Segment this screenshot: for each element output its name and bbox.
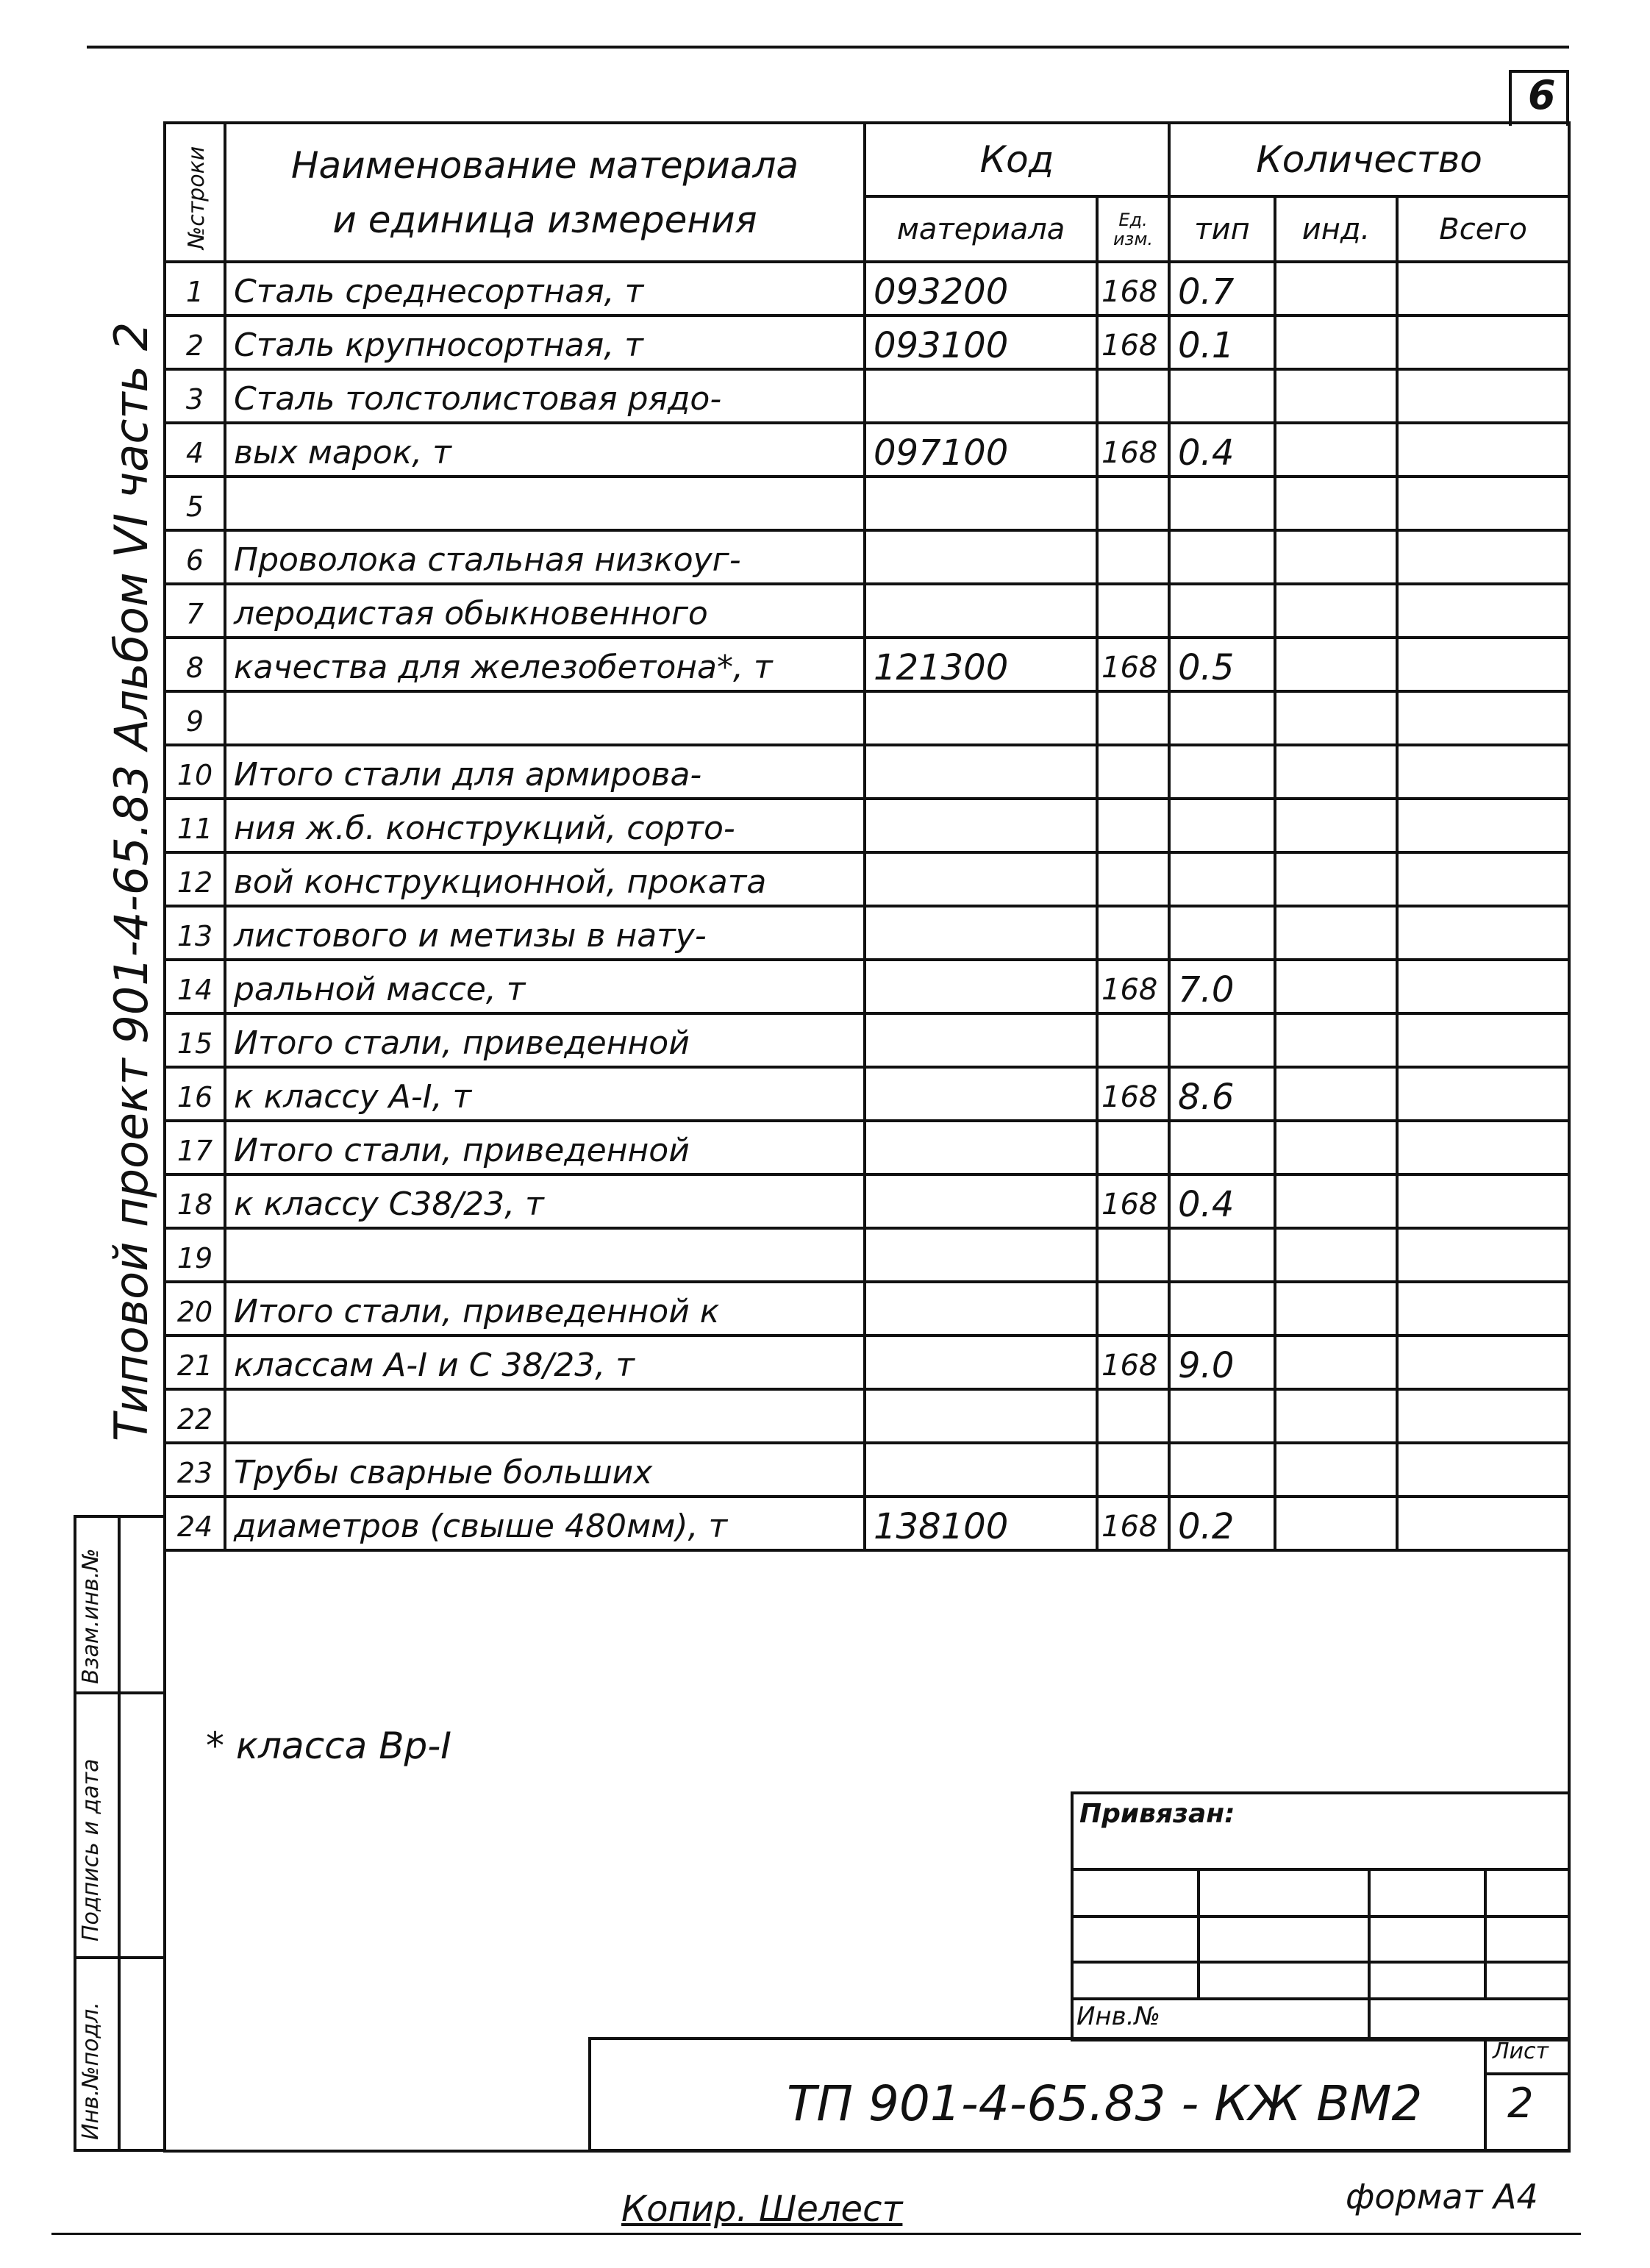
header-quantity-group: Количество: [1169, 123, 1569, 196]
sheet-format: формат А4: [1346, 2177, 1538, 2217]
binding-rule-4: [1071, 1997, 1571, 2000]
row-number: 24: [165, 1497, 225, 1550]
qty-total: [1397, 745, 1569, 799]
header-qty-type: тип: [1169, 196, 1275, 262]
material-code: [865, 1282, 1097, 1336]
table-row: [165, 477, 1569, 530]
qty-ind: [1275, 852, 1397, 906]
qty-ind: [1275, 1174, 1397, 1228]
table-row: [165, 1389, 1569, 1443]
inventory-number-label: Инв.№: [1076, 2002, 1160, 2031]
table-row: [165, 852, 1569, 906]
material-name: [225, 1228, 865, 1282]
header-qty-total: Всего: [1397, 196, 1569, 262]
unit-code: 168: [1097, 423, 1169, 477]
table-row: [165, 530, 1569, 584]
row-number: 17: [165, 1121, 225, 1174]
unit-code: [1097, 530, 1169, 584]
material-code: [865, 1443, 1097, 1497]
material-code: [865, 1067, 1097, 1121]
qty-ind: [1275, 315, 1397, 369]
copied-by: Копир. Шелест: [621, 2189, 903, 2230]
material-name: листового и метизы в нату-: [225, 906, 865, 960]
sheet-label-rule: [1484, 2072, 1571, 2075]
material-name: Итого стали, приведенной: [225, 1121, 865, 1174]
material-name: ральной массе, т: [225, 960, 865, 1013]
qty-total: [1397, 906, 1569, 960]
material-code: [865, 691, 1097, 745]
material-name: Сталь крупносортная, т: [225, 315, 865, 369]
footnote: * класса Вр-I: [206, 1725, 452, 1767]
table-row: [165, 691, 1569, 745]
material-code: [865, 1336, 1097, 1389]
material-code: [865, 960, 1097, 1013]
sheet-number: 2: [1507, 2080, 1534, 2128]
qty-type: 0.5: [1169, 638, 1275, 691]
qty-ind: [1275, 369, 1397, 423]
unit-code: [1097, 1228, 1169, 1282]
binding-col-3: [1484, 1868, 1487, 1997]
qty-total: [1397, 1497, 1569, 1550]
row-number: 5: [165, 477, 225, 530]
qty-total: [1397, 369, 1569, 423]
material-code: [865, 1121, 1097, 1174]
row-number: 3: [165, 369, 225, 423]
material-name: леродистая обыкновенного: [225, 584, 865, 638]
material-code: 138100: [865, 1497, 1097, 1550]
qty-type: [1169, 852, 1275, 906]
qty-ind: [1275, 423, 1397, 477]
qty-ind: [1275, 1282, 1397, 1336]
qty-type: 0.7: [1169, 262, 1275, 315]
material-name: [225, 1389, 865, 1443]
row-number: 12: [165, 852, 225, 906]
unit-code: [1097, 1282, 1169, 1336]
qty-type: [1169, 1228, 1275, 1282]
qty-ind: [1275, 530, 1397, 584]
qty-type: [1169, 1443, 1275, 1497]
title-block-divider: [1484, 2037, 1487, 2152]
table-row: [165, 369, 1569, 423]
side-stamp-rule-1: [74, 1691, 165, 1694]
unit-code: 168: [1097, 638, 1169, 691]
material-name: к классу С38/23, т: [225, 1174, 865, 1228]
qty-type: 9.0: [1169, 1336, 1275, 1389]
material-name: ния ж.б. конструкций, сорто-: [225, 799, 865, 852]
row-number: 11: [165, 799, 225, 852]
row-number: 18: [165, 1174, 225, 1228]
material-code: [865, 530, 1097, 584]
unit-code: [1097, 1389, 1169, 1443]
qty-total: [1397, 852, 1569, 906]
bottom-rule: [51, 2233, 1581, 2235]
qty-type: [1169, 477, 1275, 530]
row-number: 4: [165, 423, 225, 477]
table-row: [165, 960, 1569, 1013]
material-code: [865, 852, 1097, 906]
unit-code: [1097, 691, 1169, 745]
material-name: Итого стали, приведенной: [225, 1013, 865, 1067]
material-name: к классу А-I, т: [225, 1067, 865, 1121]
qty-total: [1397, 1228, 1569, 1282]
qty-total: [1397, 584, 1569, 638]
material-code: 093200: [865, 262, 1097, 315]
qty-total: [1397, 1282, 1569, 1336]
unit-code: 168: [1097, 315, 1169, 369]
unit-code: 168: [1097, 960, 1169, 1013]
material-name: Проволока стальная низкоуг-: [225, 530, 865, 584]
unit-code: [1097, 584, 1169, 638]
table-row: [165, 745, 1569, 799]
table-row: [165, 1282, 1569, 1336]
table-row: [165, 1174, 1569, 1228]
material-code: [865, 369, 1097, 423]
qty-total: [1397, 960, 1569, 1013]
qty-type: 7.0: [1169, 960, 1275, 1013]
binding-rule-1: [1071, 1868, 1571, 1871]
qty-total: [1397, 1336, 1569, 1389]
qty-type: [1169, 1121, 1275, 1174]
material-code: [865, 1174, 1097, 1228]
qty-type: [1169, 1389, 1275, 1443]
table-row: [165, 584, 1569, 638]
qty-total: [1397, 691, 1569, 745]
material-name: Сталь среднесортная, т: [225, 262, 865, 315]
header-row-1: [165, 123, 1569, 196]
material-name: Сталь толстолистовая рядо-: [225, 369, 865, 423]
table-row: [165, 1336, 1569, 1389]
table-row: [165, 1443, 1569, 1497]
material-code: [865, 1013, 1097, 1067]
qty-ind: [1275, 691, 1397, 745]
qty-total: [1397, 1389, 1569, 1443]
side-stamp-inv-orig: Инв.№подл.: [78, 2002, 104, 2140]
unit-code: [1097, 745, 1169, 799]
qty-total: [1397, 423, 1569, 477]
row-number: 8: [165, 638, 225, 691]
header-qty-ind: инд.: [1275, 196, 1397, 262]
table-row: [165, 1228, 1569, 1282]
unit-code: 168: [1097, 1067, 1169, 1121]
material-code: [865, 799, 1097, 852]
side-stamp-sign-date: Подпись и дата: [78, 1758, 104, 1941]
qty-type: [1169, 691, 1275, 745]
table-row: [165, 906, 1569, 960]
material-code: 121300: [865, 638, 1097, 691]
table-row: [165, 1013, 1569, 1067]
qty-ind: [1275, 262, 1397, 315]
material-code: [865, 906, 1097, 960]
row-number: 15: [165, 1013, 225, 1067]
material-code: [865, 584, 1097, 638]
unit-code: 168: [1097, 1497, 1169, 1550]
qty-ind: [1275, 1067, 1397, 1121]
unit-code: [1097, 1013, 1169, 1067]
qty-type: [1169, 1013, 1275, 1067]
qty-ind: [1275, 1497, 1397, 1550]
row-number: 22: [165, 1389, 225, 1443]
table-row: [165, 638, 1569, 691]
qty-total: [1397, 1443, 1569, 1497]
qty-total: [1397, 799, 1569, 852]
table-row: [165, 262, 1569, 315]
header-code-material: материала: [865, 196, 1097, 262]
row-number: 13: [165, 906, 225, 960]
table-row: [165, 1121, 1569, 1174]
unit-code: 168: [1097, 1174, 1169, 1228]
qty-ind: [1275, 1121, 1397, 1174]
material-spec-table: [163, 121, 1571, 1552]
qty-type: [1169, 369, 1275, 423]
qty-ind: [1275, 638, 1397, 691]
side-stamp-rule-2: [74, 1956, 165, 1959]
qty-total: [1397, 530, 1569, 584]
material-code: [865, 1228, 1097, 1282]
side-stamp-divider: [118, 1515, 121, 2152]
unit-code: [1097, 852, 1169, 906]
binding-rule-2: [1071, 1915, 1571, 1918]
material-name: [225, 691, 865, 745]
qty-total: [1397, 1174, 1569, 1228]
top-rule: [87, 46, 1569, 49]
qty-total: [1397, 1013, 1569, 1067]
unit-code: [1097, 477, 1169, 530]
qty-ind: [1275, 584, 1397, 638]
header-code-unit: Ед. изм.: [1097, 196, 1169, 262]
qty-total: [1397, 638, 1569, 691]
qty-type: 8.6: [1169, 1067, 1275, 1121]
header-code-group: Код: [865, 123, 1169, 196]
material-name: вой конструкционной, проката: [225, 852, 865, 906]
row-number: 9: [165, 691, 225, 745]
row-number: 6: [165, 530, 225, 584]
binding-col-1: [1197, 1868, 1200, 1997]
row-number: 21: [165, 1336, 225, 1389]
material-name: классам А-I и С 38/23, т: [225, 1336, 865, 1389]
table-row: [165, 799, 1569, 852]
material-name: Трубы сварные больших: [225, 1443, 865, 1497]
binding-rule-3: [1071, 1961, 1571, 1964]
row-number: 23: [165, 1443, 225, 1497]
material-name: качества для железобетона*, т: [225, 638, 865, 691]
material-code: [865, 477, 1097, 530]
table-row: [165, 423, 1569, 477]
material-name: Итого стали, приведенной к: [225, 1282, 865, 1336]
binding-stamp-label: Привязан:: [1079, 1799, 1235, 1829]
header-name: Наименование материала и единица измерения: [225, 123, 865, 262]
document-code: ТП 901-4-65.83 - КЖ ВМ2: [787, 2075, 1423, 2132]
qty-ind: [1275, 745, 1397, 799]
unit-code: [1097, 906, 1169, 960]
qty-total: [1397, 262, 1569, 315]
qty-ind: [1275, 799, 1397, 852]
qty-total: [1397, 477, 1569, 530]
qty-type: 0.1: [1169, 315, 1275, 369]
qty-ind: [1275, 960, 1397, 1013]
qty-type: [1169, 584, 1275, 638]
qty-ind: [1275, 906, 1397, 960]
qty-type: 0.4: [1169, 1174, 1275, 1228]
qty-total: [1397, 1121, 1569, 1174]
row-number: 20: [165, 1282, 225, 1336]
header-row-no: №строки: [165, 123, 225, 262]
unit-code: [1097, 1121, 1169, 1174]
qty-ind: [1275, 1336, 1397, 1389]
row-number: 7: [165, 584, 225, 638]
material-code: 093100: [865, 315, 1097, 369]
table-row: [165, 1067, 1569, 1121]
side-vertical-title: Типовой проект 901-4-65.83 Альбом VI часть 2: [104, 321, 158, 1441]
qty-type: 0.4: [1169, 423, 1275, 477]
qty-type: [1169, 530, 1275, 584]
qty-type: [1169, 799, 1275, 852]
material-code: [865, 1389, 1097, 1443]
qty-ind: [1275, 1389, 1397, 1443]
qty-ind: [1275, 1228, 1397, 1282]
sheet-corner-number: 6: [1528, 72, 1556, 118]
material-name: Итого стали для армирова-: [225, 745, 865, 799]
binding-col-2: [1368, 1868, 1371, 2041]
row-number: 16: [165, 1067, 225, 1121]
table-row: [165, 315, 1569, 369]
sheet-label: Лист: [1493, 2039, 1549, 2064]
material-code: [865, 745, 1097, 799]
row-number: 10: [165, 745, 225, 799]
table-row: [165, 1497, 1569, 1550]
unit-code: 168: [1097, 1336, 1169, 1389]
unit-code: 168: [1097, 262, 1169, 315]
qty-total: [1397, 1067, 1569, 1121]
qty-ind: [1275, 1013, 1397, 1067]
unit-code: [1097, 369, 1169, 423]
material-name: диаметров (свыше 480мм), т: [225, 1497, 865, 1550]
qty-type: 0.2: [1169, 1497, 1275, 1550]
unit-code: [1097, 1443, 1169, 1497]
qty-total: [1397, 315, 1569, 369]
row-number: 19: [165, 1228, 225, 1282]
row-number: 2: [165, 315, 225, 369]
qty-ind: [1275, 477, 1397, 530]
unit-code: [1097, 799, 1169, 852]
material-name: вых марок, т: [225, 423, 865, 477]
side-stamp-vzam-inv: Взам.инв.№: [78, 1548, 104, 1684]
qty-type: [1169, 745, 1275, 799]
material-code: 097100: [865, 423, 1097, 477]
row-number: 1: [165, 262, 225, 315]
qty-ind: [1275, 1443, 1397, 1497]
qty-type: [1169, 1282, 1275, 1336]
qty-type: [1169, 906, 1275, 960]
material-name: [225, 477, 865, 530]
row-number: 14: [165, 960, 225, 1013]
